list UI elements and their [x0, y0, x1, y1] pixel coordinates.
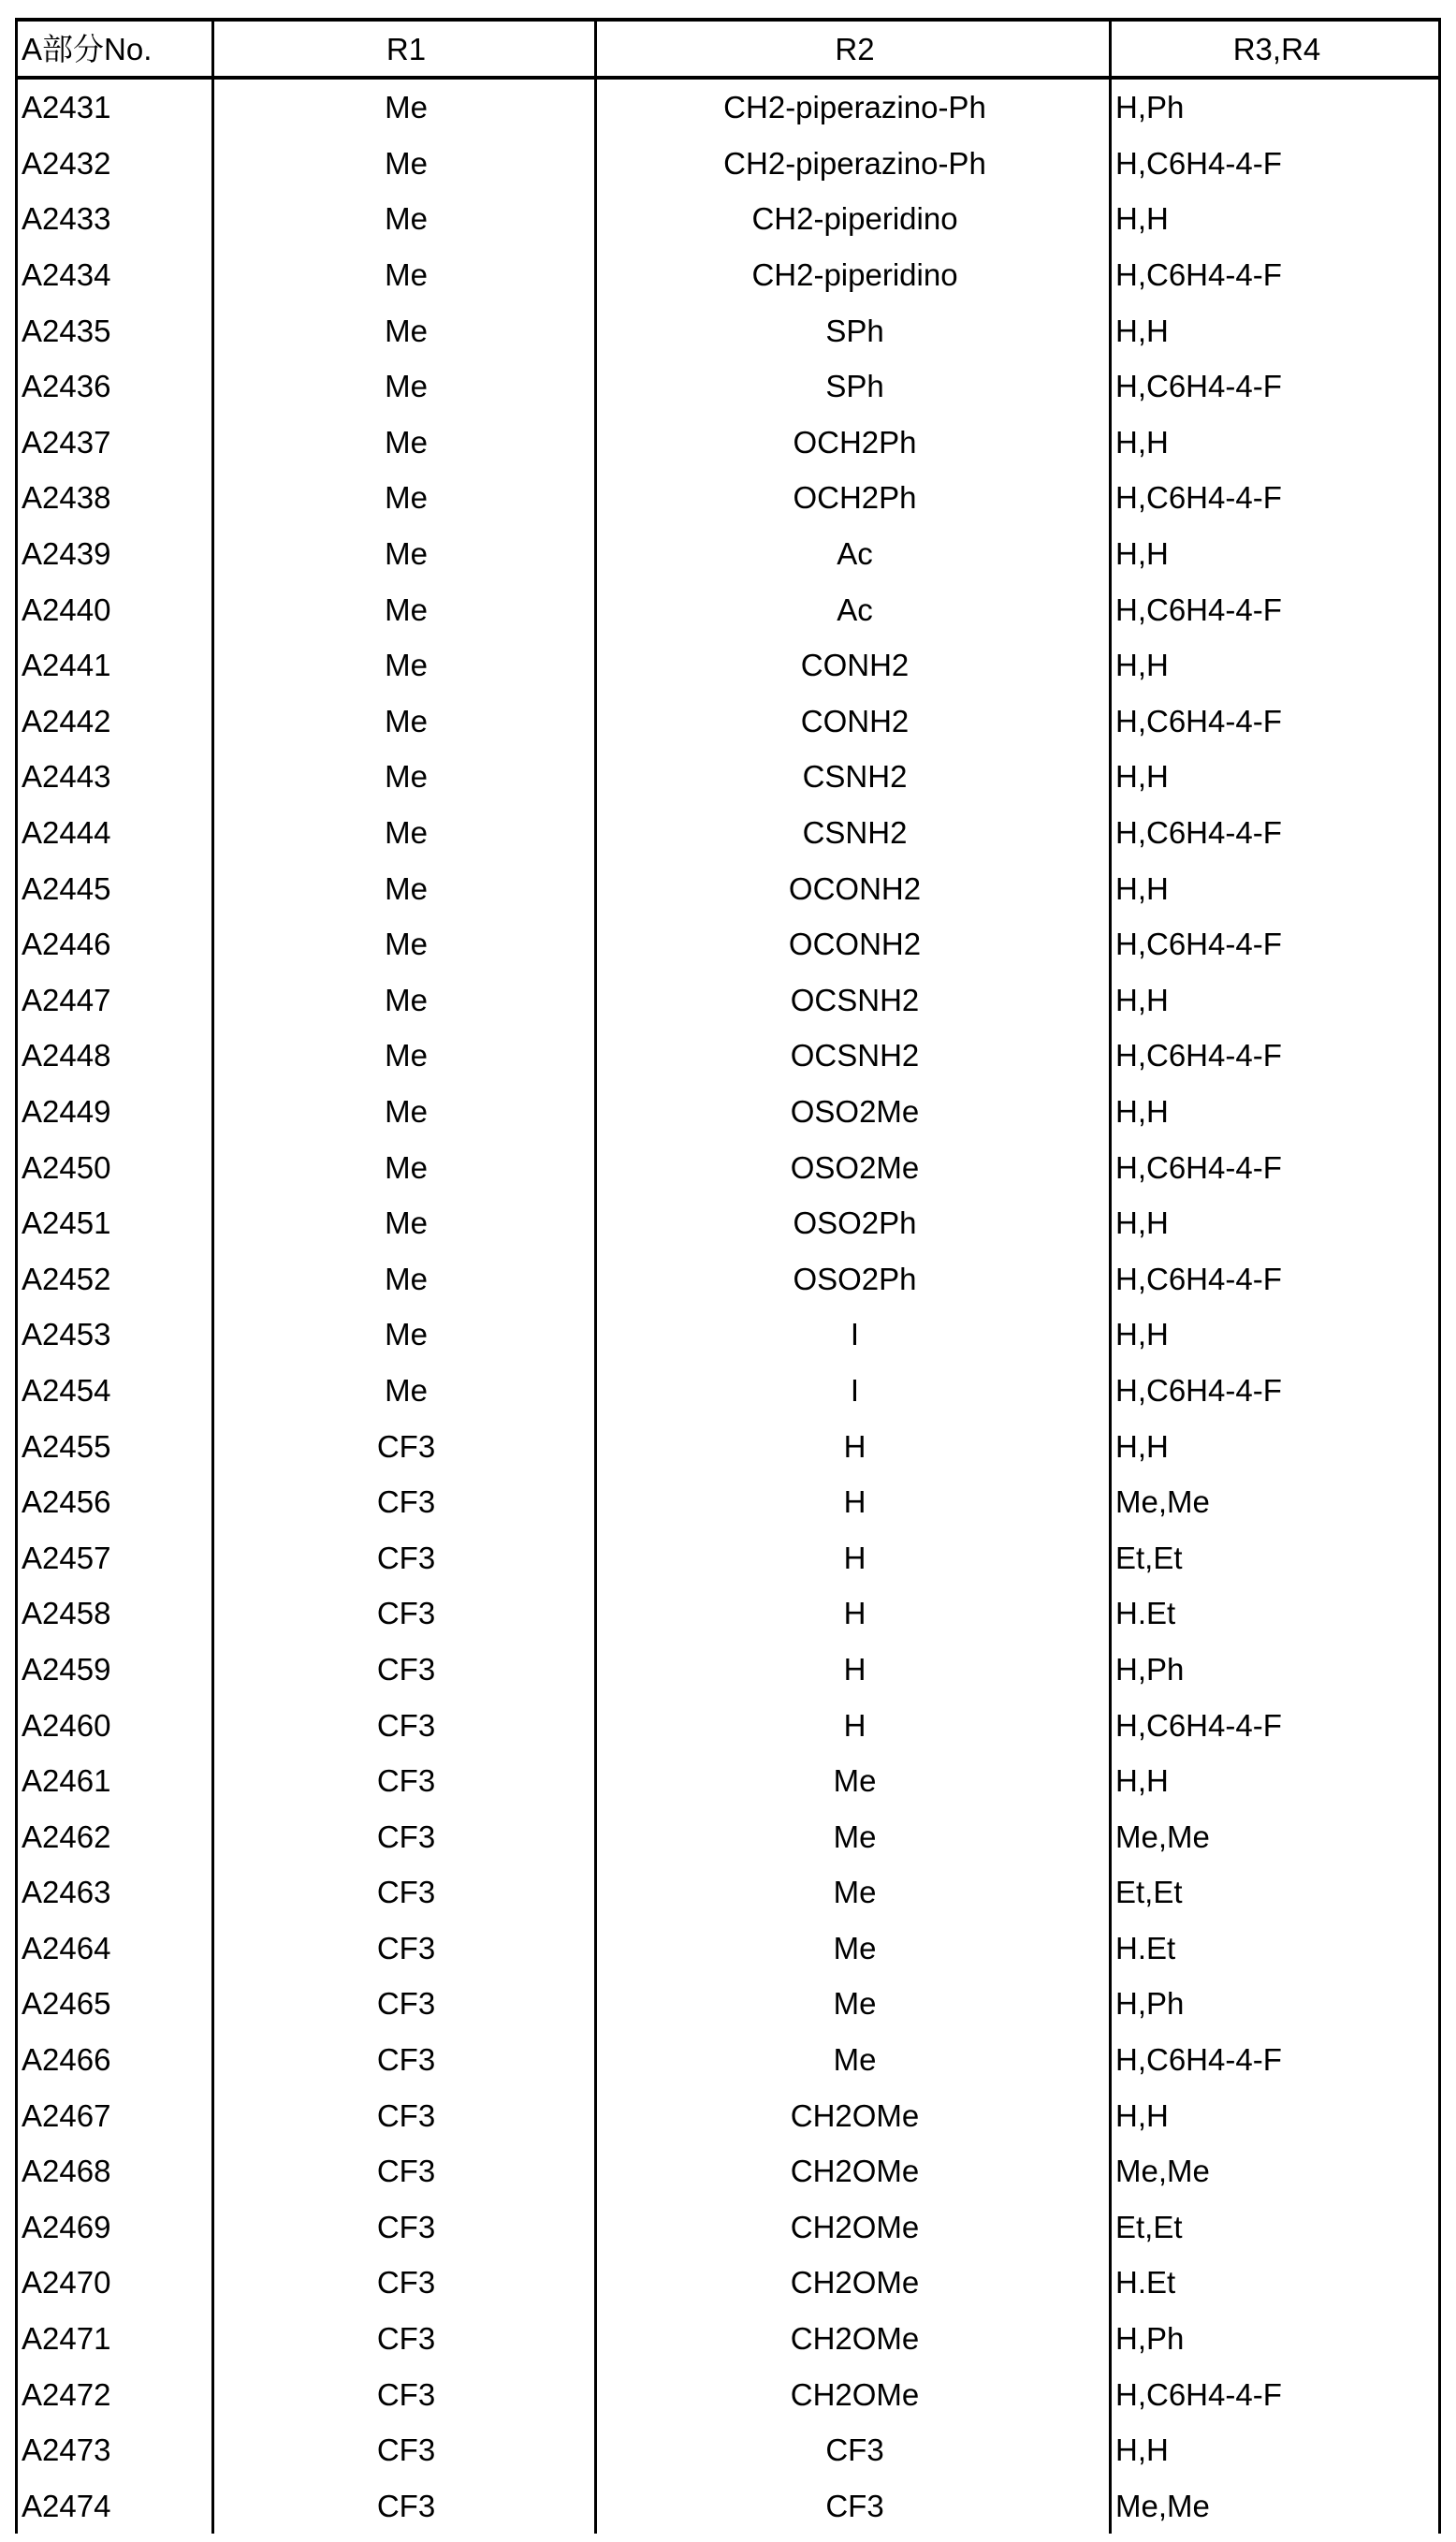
table-row [17, 2032, 1440, 2088]
cell-r2: CF3 [596, 2478, 1111, 2535]
cell-r3-r4: Et,Et [1111, 1529, 1440, 1585]
cell-r2: OCH2Ph [596, 470, 1111, 526]
table-row [17, 1976, 1440, 2032]
cell-r1: CF3 [213, 2478, 596, 2535]
cell-r1: CF3 [213, 1697, 596, 1753]
table-row [17, 358, 1440, 415]
cell-a-part-no: A2472 [17, 2366, 213, 2422]
table-row [17, 2255, 1440, 2311]
cell-r2: H [596, 1585, 1111, 1642]
cell-a-part-no: A2454 [17, 1363, 213, 1419]
cell-r2: Me [596, 1976, 1111, 2032]
cell-r3-r4: H,H [1111, 749, 1440, 805]
table-row [17, 136, 1440, 192]
cell-r1: Me [213, 1250, 596, 1307]
cell-r3-r4: H,C6H4-4-F [1111, 1139, 1440, 1195]
table-row [17, 1753, 1440, 1809]
cell-a-part-no: A2464 [17, 1921, 213, 1977]
cell-r3-r4: Me,Me [1111, 1474, 1440, 1530]
cell-r2: Me [596, 1921, 1111, 1977]
cell-r2: CH2OMe [596, 2087, 1111, 2143]
table-row [17, 470, 1440, 526]
table-body [17, 78, 1440, 2534]
cell-r2: OSO2Ph [596, 1250, 1111, 1307]
cell-r3-r4: H,C6H4-4-F [1111, 358, 1440, 415]
cell-r2: CH2OMe [596, 2311, 1111, 2367]
table-row [17, 1864, 1440, 1921]
cell-r3-r4: H,C6H4-4-F [1111, 581, 1440, 637]
cell-a-part-no: A2442 [17, 694, 213, 750]
table-row [17, 2199, 1440, 2256]
table-row [17, 2143, 1440, 2199]
table-row [17, 2478, 1440, 2535]
table-row [17, 805, 1440, 861]
cell-r3-r4: H,C6H4-4-F [1111, 1697, 1440, 1753]
cell-r2: CH2-piperazino-Ph [596, 136, 1111, 192]
cell-r1: CF3 [213, 2143, 596, 2199]
cell-r2: Ac [596, 581, 1111, 637]
cell-r1: CF3 [213, 1529, 596, 1585]
cell-r3-r4: H,H [1111, 2422, 1440, 2478]
cell-a-part-no: A2448 [17, 1028, 213, 1084]
cell-r1: Me [213, 637, 596, 694]
cell-r3-r4: H.Et [1111, 1585, 1440, 1642]
table-row [17, 302, 1440, 358]
cell-r2: Ac [596, 526, 1111, 582]
cell-r1: Me [213, 1363, 596, 1419]
cell-r1: Me [213, 972, 596, 1029]
cell-r2: I [596, 1307, 1111, 1363]
cell-r3-r4: H,C6H4-4-F [1111, 136, 1440, 192]
cell-a-part-no: A2431 [17, 78, 213, 136]
cell-r1: CF3 [213, 1642, 596, 1698]
cell-r3-r4: Et,Et [1111, 1864, 1440, 1921]
cell-r1: CF3 [213, 1753, 596, 1809]
cell-r3-r4: H,H [1111, 972, 1440, 1029]
cell-r3-r4: H,C6H4-4-F [1111, 694, 1440, 750]
cell-r2: Me [596, 1753, 1111, 1809]
cell-r3-r4: H,Ph [1111, 1976, 1440, 2032]
cell-r1: Me [213, 191, 596, 247]
cell-r1: CF3 [213, 2366, 596, 2422]
table-row [17, 415, 1440, 471]
cell-a-part-no: A2457 [17, 1529, 213, 1585]
cell-r1: Me [213, 694, 596, 750]
cell-a-part-no: A2432 [17, 136, 213, 192]
cell-a-part-no: A2439 [17, 526, 213, 582]
cell-r1: Me [213, 1084, 596, 1140]
cell-r3-r4: H,H [1111, 415, 1440, 471]
header-a-part-no: A部分No. [17, 20, 213, 78]
cell-r2: CSNH2 [596, 805, 1111, 861]
cell-r3-r4: H,H [1111, 2087, 1440, 2143]
cell-r1: Me [213, 136, 596, 192]
table-row [17, 1474, 1440, 1530]
table-row [17, 2422, 1440, 2478]
cell-r1: CF3 [213, 1864, 596, 1921]
cell-r1: Me [213, 415, 596, 471]
table-row [17, 1921, 1440, 1977]
cell-r3-r4: H,H [1111, 1084, 1440, 1140]
cell-r1: CF3 [213, 2032, 596, 2088]
cell-a-part-no: A2438 [17, 470, 213, 526]
cell-r2: CH2OMe [596, 2199, 1111, 2256]
table-row [17, 694, 1440, 750]
cell-r1: Me [213, 470, 596, 526]
cell-r3-r4: H,C6H4-4-F [1111, 1363, 1440, 1419]
cell-r3-r4: H,Ph [1111, 1642, 1440, 1698]
cell-a-part-no: A2449 [17, 1084, 213, 1140]
table-row [17, 247, 1440, 303]
cell-r1: Me [213, 1028, 596, 1084]
cell-a-part-no: A2455 [17, 1418, 213, 1474]
cell-r3-r4: H,H [1111, 860, 1440, 916]
cell-a-part-no: A2460 [17, 1697, 213, 1753]
table-row [17, 1529, 1440, 1585]
cell-a-part-no: A2459 [17, 1642, 213, 1698]
cell-a-part-no: A2445 [17, 860, 213, 916]
cell-r1: CF3 [213, 2199, 596, 2256]
header-r3-r4: R3,R4 [1111, 20, 1440, 78]
cell-a-part-no: A2433 [17, 191, 213, 247]
table-row [17, 916, 1440, 972]
cell-a-part-no: A2450 [17, 1139, 213, 1195]
cell-r2: I [596, 1363, 1111, 1419]
table-row [17, 1808, 1440, 1864]
table-row [17, 2087, 1440, 2143]
cell-r2: SPh [596, 358, 1111, 415]
cell-a-part-no: A2474 [17, 2478, 213, 2535]
table-row [17, 1195, 1440, 1251]
cell-r2: CH2OMe [596, 2255, 1111, 2311]
cell-r2: Me [596, 1808, 1111, 1864]
cell-r2: CSNH2 [596, 749, 1111, 805]
cell-r1: CF3 [213, 2311, 596, 2367]
cell-r3-r4: Me,Me [1111, 2143, 1440, 2199]
cell-a-part-no: A2435 [17, 302, 213, 358]
cell-r3-r4: H,Ph [1111, 2311, 1440, 2367]
cell-a-part-no: A2437 [17, 415, 213, 471]
cell-r3-r4: H,H [1111, 302, 1440, 358]
cell-r3-r4: H,C6H4-4-F [1111, 1250, 1440, 1307]
table-row [17, 2311, 1440, 2367]
cell-a-part-no: A2451 [17, 1195, 213, 1251]
compound-table [15, 18, 1441, 2534]
cell-a-part-no: A2467 [17, 2087, 213, 2143]
cell-r2: CH2-piperidino [596, 247, 1111, 303]
cell-r2: OSO2Me [596, 1084, 1111, 1140]
cell-r1: Me [213, 526, 596, 582]
cell-r1: CF3 [213, 2087, 596, 2143]
table-row [17, 1697, 1440, 1753]
cell-a-part-no: A2463 [17, 1864, 213, 1921]
table-row [17, 972, 1440, 1029]
cell-r1: Me [213, 1195, 596, 1251]
cell-r1: Me [213, 1139, 596, 1195]
cell-r1: Me [213, 358, 596, 415]
cell-r3-r4: H,C6H4-4-F [1111, 805, 1440, 861]
cell-r2: CH2OMe [596, 2143, 1111, 2199]
cell-r3-r4: H.Et [1111, 1921, 1440, 1977]
cell-r1: Me [213, 916, 596, 972]
cell-a-part-no: A2456 [17, 1474, 213, 1530]
cell-a-part-no: A2441 [17, 637, 213, 694]
cell-r1: Me [213, 78, 596, 136]
cell-r2: CH2-piperidino [596, 191, 1111, 247]
cell-r3-r4: H,C6H4-4-F [1111, 916, 1440, 972]
cell-r2: H [596, 1642, 1111, 1698]
cell-r1: Me [213, 247, 596, 303]
cell-r3-r4: Me,Me [1111, 2478, 1440, 2535]
cell-r3-r4: H,C6H4-4-F [1111, 470, 1440, 526]
header-r2: R2 [596, 20, 1111, 78]
cell-a-part-no: A2443 [17, 749, 213, 805]
cell-a-part-no: A2465 [17, 1976, 213, 2032]
cell-r1: CF3 [213, 2255, 596, 2311]
cell-a-part-no: A2462 [17, 1808, 213, 1864]
cell-a-part-no: A2444 [17, 805, 213, 861]
cell-r1: Me [213, 581, 596, 637]
cell-a-part-no: A2440 [17, 581, 213, 637]
table-row [17, 1363, 1440, 1419]
cell-r2: CH2OMe [596, 2366, 1111, 2422]
cell-r1: Me [213, 1307, 596, 1363]
table-row [17, 526, 1440, 582]
table-row [17, 1028, 1440, 1084]
cell-r1: CF3 [213, 1921, 596, 1977]
cell-r2: Me [596, 1864, 1111, 1921]
cell-r2: OCONH2 [596, 916, 1111, 972]
cell-r1: CF3 [213, 1585, 596, 1642]
table-row [17, 78, 1440, 136]
cell-r1: Me [213, 805, 596, 861]
cell-r2: OCONH2 [596, 860, 1111, 916]
table-row [17, 1139, 1440, 1195]
cell-a-part-no: A2447 [17, 972, 213, 1029]
cell-r3-r4: H,H [1111, 1418, 1440, 1474]
cell-r2: OCSNH2 [596, 1028, 1111, 1084]
cell-r2: OCH2Ph [596, 415, 1111, 471]
cell-a-part-no: A2458 [17, 1585, 213, 1642]
cell-a-part-no: A2469 [17, 2199, 213, 2256]
cell-r3-r4: Me,Me [1111, 1808, 1440, 1864]
table-row [17, 191, 1440, 247]
cell-r2: SPh [596, 302, 1111, 358]
cell-r3-r4: H,H [1111, 637, 1440, 694]
cell-r2: H [596, 1697, 1111, 1753]
cell-a-part-no: A2436 [17, 358, 213, 415]
table-row [17, 1642, 1440, 1698]
cell-r3-r4: H,C6H4-4-F [1111, 2032, 1440, 2088]
cell-r2: CF3 [596, 2422, 1111, 2478]
cell-r1: CF3 [213, 2422, 596, 2478]
cell-a-part-no: A2468 [17, 2143, 213, 2199]
table-row [17, 1418, 1440, 1474]
cell-r2: H [596, 1474, 1111, 1530]
table-row [17, 1307, 1440, 1363]
cell-a-part-no: A2470 [17, 2255, 213, 2311]
table-row [17, 581, 1440, 637]
cell-r1: CF3 [213, 1418, 596, 1474]
table-row [17, 1250, 1440, 1307]
cell-r1: Me [213, 302, 596, 358]
cell-r3-r4: H,H [1111, 526, 1440, 582]
cell-r1: CF3 [213, 1474, 596, 1530]
cell-r2: CONH2 [596, 694, 1111, 750]
cell-r3-r4: H,H [1111, 191, 1440, 247]
cell-r1: CF3 [213, 1976, 596, 2032]
cell-r2: H [596, 1529, 1111, 1585]
table-row [17, 1585, 1440, 1642]
cell-r3-r4: Et,Et [1111, 2199, 1440, 2256]
cell-r2: CONH2 [596, 637, 1111, 694]
cell-a-part-no: A2473 [17, 2422, 213, 2478]
cell-r3-r4: H,C6H4-4-F [1111, 1028, 1440, 1084]
header-row [17, 20, 1440, 78]
cell-r2: OSO2Ph [596, 1195, 1111, 1251]
table-row [17, 2366, 1440, 2422]
cell-r2: OCSNH2 [596, 972, 1111, 1029]
cell-r3-r4: H,C6H4-4-F [1111, 2366, 1440, 2422]
cell-r3-r4: H.Et [1111, 2255, 1440, 2311]
cell-a-part-no: A2466 [17, 2032, 213, 2088]
cell-r1: Me [213, 860, 596, 916]
cell-a-part-no: A2452 [17, 1250, 213, 1307]
cell-r2: H [596, 1418, 1111, 1474]
cell-r2: OSO2Me [596, 1139, 1111, 1195]
cell-a-part-no: A2446 [17, 916, 213, 972]
table-row [17, 637, 1440, 694]
header-r1: R1 [213, 20, 596, 78]
cell-r1: Me [213, 749, 596, 805]
cell-r3-r4: H,H [1111, 1195, 1440, 1251]
cell-r3-r4: H,H [1111, 1307, 1440, 1363]
cell-a-part-no: A2461 [17, 1753, 213, 1809]
cell-r3-r4: H,Ph [1111, 78, 1440, 136]
cell-a-part-no: A2434 [17, 247, 213, 303]
cell-r3-r4: H,H [1111, 1753, 1440, 1809]
cell-a-part-no: A2453 [17, 1307, 213, 1363]
table-row [17, 1084, 1440, 1140]
table-row [17, 749, 1440, 805]
cell-r2: CH2-piperazino-Ph [596, 78, 1111, 136]
cell-r3-r4: H,C6H4-4-F [1111, 247, 1440, 303]
cell-a-part-no: A2471 [17, 2311, 213, 2367]
cell-r1: CF3 [213, 1808, 596, 1864]
table-row [17, 860, 1440, 916]
cell-r2: Me [596, 2032, 1111, 2088]
